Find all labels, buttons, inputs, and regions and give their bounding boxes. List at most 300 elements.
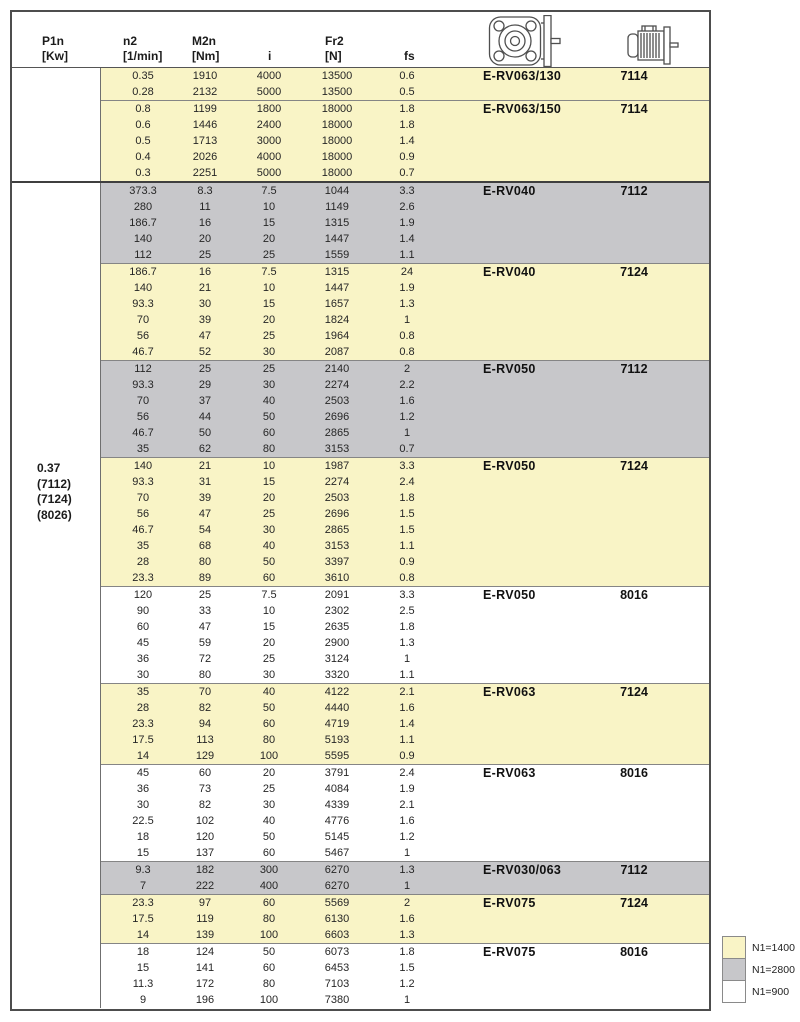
- cell-fr2: 3791: [324, 767, 350, 779]
- cell-i: 20: [262, 314, 276, 326]
- cell-fr2: 2503: [324, 395, 350, 407]
- cell-fs: 0.7: [399, 167, 415, 179]
- cell-i: 40: [262, 686, 276, 698]
- cell-fs: 1.4: [399, 233, 415, 245]
- p1n-group-cell: [12, 68, 101, 181]
- cell-i: 20: [262, 233, 276, 245]
- legend-label: N1=1400: [752, 941, 795, 954]
- p1n-group-label-line: (8026): [37, 507, 72, 522]
- cell-n2: 0.8: [135, 103, 151, 115]
- cell-fs: 1.8: [399, 492, 415, 504]
- cell-fs: 1.8: [399, 119, 415, 131]
- cell-m2n: 68: [198, 540, 212, 552]
- cell-fr2: 7380: [324, 994, 350, 1006]
- cell-i: 80: [262, 443, 276, 455]
- cell-i: 10: [262, 201, 276, 213]
- cell-fr2: 5595: [324, 750, 350, 762]
- cell-fs: 1.1: [399, 669, 415, 681]
- model-label: E-RV040: [483, 265, 536, 279]
- cell-fs: 3.3: [399, 589, 415, 601]
- table-row: [101, 117, 709, 133]
- column-header-p1n-unit: [Kw]: [42, 49, 68, 63]
- cell-n2: 140: [133, 233, 153, 245]
- cell-n2: 23.3: [132, 572, 154, 584]
- table-row: [101, 603, 709, 619]
- cell-fs: 1.1: [399, 249, 415, 261]
- table-row: [101, 829, 709, 845]
- cell-fr2: 2865: [324, 524, 350, 536]
- table-row: [101, 393, 709, 409]
- table-row: [101, 133, 709, 149]
- rating-block: [101, 183, 709, 263]
- table-row: [101, 845, 709, 861]
- cell-fs: 1: [403, 880, 411, 892]
- cell-fr2: 1987: [324, 460, 350, 472]
- cell-i: 100: [259, 994, 279, 1006]
- cell-n2: 280: [133, 201, 153, 213]
- cell-m2n: 16: [198, 217, 212, 229]
- rating-block: [101, 457, 709, 586]
- cell-i: 25: [262, 783, 276, 795]
- cell-n2: 35: [136, 540, 150, 552]
- cell-fs: 2.5: [399, 605, 415, 617]
- cell-m2n: 182: [195, 864, 215, 876]
- cell-n2: 93.3: [132, 476, 154, 488]
- table-row: [101, 409, 709, 425]
- cell-fr2: 6453: [324, 962, 350, 974]
- cell-n2: 35: [136, 686, 150, 698]
- cell-fs: 1: [403, 427, 411, 439]
- cell-fr2: 7103: [324, 978, 350, 990]
- cell-fs: 0.8: [399, 572, 415, 584]
- cell-fs: 0.6: [399, 70, 415, 82]
- cell-m2n: 80: [198, 556, 212, 568]
- cell-i: 40: [262, 540, 276, 552]
- cell-fs: 1: [403, 994, 411, 1006]
- cell-i: 30: [262, 669, 276, 681]
- electric-motor-side-icon: [604, 25, 704, 41]
- cell-m2n: 72: [198, 653, 212, 665]
- cell-n2: 56: [136, 508, 150, 520]
- cell-fr2: 2302: [324, 605, 350, 617]
- cell-fr2: 2274: [324, 476, 350, 488]
- table-header: [12, 12, 709, 68]
- cell-m2n: 11: [199, 201, 211, 213]
- table-row: [101, 490, 709, 506]
- cell-m2n: 29: [198, 379, 212, 391]
- table-row: [101, 538, 709, 554]
- column-header-p1n: [42, 34, 68, 64]
- cell-i: 25: [262, 508, 276, 520]
- cell-i: 25: [262, 363, 276, 375]
- cell-fs: 0.8: [399, 330, 415, 342]
- cell-i: 7.5: [261, 266, 277, 278]
- cell-i: 30: [262, 379, 276, 391]
- column-header-fr2-symbol: Fr2: [325, 34, 344, 48]
- column-header-fr2: [325, 34, 344, 64]
- cell-fs: 1.3: [399, 298, 415, 310]
- cell-n2: 14: [136, 929, 150, 941]
- cell-fs: 0.8: [399, 346, 415, 358]
- cell-fs: 1.9: [399, 783, 415, 795]
- cell-fr2: 1824: [324, 314, 350, 326]
- cell-n2: 17.5: [132, 913, 154, 925]
- table-row: [101, 651, 709, 667]
- p1n-group-label-line: (7124): [37, 492, 72, 506]
- legend-item: [722, 936, 795, 959]
- cell-fr2: 2274: [324, 379, 350, 391]
- table-row: [101, 280, 709, 296]
- cell-fs: 1.8: [399, 103, 415, 115]
- cell-m2n: 31: [198, 476, 212, 488]
- cell-i: 60: [262, 572, 276, 584]
- cell-fs: 2.6: [399, 201, 415, 213]
- table-row: [101, 231, 709, 247]
- motor-size-label: 7124: [620, 459, 648, 473]
- table-row: [101, 992, 709, 1008]
- cell-m2n: 39: [198, 492, 212, 504]
- cell-fs: 1.8: [399, 946, 415, 958]
- cell-i: 20: [262, 492, 276, 504]
- table-row: [101, 425, 709, 441]
- cell-m2n: 20: [198, 233, 212, 245]
- cell-i: 50: [262, 556, 276, 568]
- cell-i: 50: [262, 946, 276, 958]
- cell-n2: 15: [136, 962, 150, 974]
- cell-fr2: 5193: [324, 734, 350, 746]
- cell-i: 60: [262, 427, 276, 439]
- cell-fr2: 3320: [324, 669, 350, 681]
- cell-i: 25: [262, 653, 276, 665]
- cell-m2n: 2251: [192, 167, 218, 179]
- cell-fs: 1.6: [399, 702, 415, 714]
- cell-fs: 1.9: [399, 282, 415, 294]
- cell-m2n: 25: [198, 589, 212, 601]
- cell-n2: 9: [139, 994, 147, 1006]
- cell-fs: 1.6: [399, 913, 415, 925]
- table-row: [101, 878, 709, 894]
- cell-m2n: 60: [198, 767, 212, 779]
- cell-fs: 1.9: [399, 217, 415, 229]
- cell-fr2: 4719: [324, 718, 350, 730]
- cell-n2: 14: [136, 750, 150, 762]
- column-header-n2: [123, 34, 162, 64]
- cell-fr2: 1315: [324, 217, 350, 229]
- table-row: [101, 506, 709, 522]
- motor-size-label: 7112: [620, 184, 648, 198]
- cell-n2: 186.7: [129, 266, 157, 278]
- cell-fr2: 6603: [324, 929, 350, 941]
- cell-fr2: 3153: [324, 540, 350, 552]
- rating-block: [101, 894, 709, 943]
- cell-n2: 112: [134, 249, 152, 261]
- cell-fr2: 4440: [324, 702, 350, 714]
- cell-i: 10: [262, 282, 276, 294]
- column-header-m2n: [192, 34, 219, 64]
- cell-n2: 35: [136, 443, 150, 455]
- cell-i: 80: [262, 978, 276, 990]
- motor-size-label: 8016: [620, 766, 648, 780]
- table-row: [101, 215, 709, 231]
- table-row: [101, 296, 709, 312]
- cell-m2n: 52: [198, 346, 212, 358]
- table-row: [101, 84, 709, 100]
- rating-block: [101, 586, 709, 683]
- cell-fr2: 4339: [324, 799, 350, 811]
- cell-fr2: 13500: [321, 86, 353, 98]
- cell-n2: 112: [134, 363, 152, 375]
- cell-i: 80: [262, 734, 276, 746]
- cell-i: 50: [262, 702, 276, 714]
- column-header-i: [268, 49, 271, 64]
- cell-fr2: 2140: [324, 363, 350, 375]
- cell-m2n: 16: [198, 266, 212, 278]
- cell-i: 100: [259, 929, 279, 941]
- cell-fr2: 6270: [324, 880, 350, 892]
- table-row: [101, 554, 709, 570]
- cell-fr2: 2696: [324, 411, 350, 423]
- table-row: [101, 344, 709, 360]
- rating-blocks-column: [101, 183, 709, 1008]
- cell-fs: 1.5: [399, 524, 415, 536]
- model-label: E-RV063/130: [483, 69, 562, 83]
- cell-i: 400: [259, 880, 279, 892]
- cell-i: 20: [262, 767, 276, 779]
- cell-n2: 18: [136, 946, 150, 958]
- cell-n2: 0.4: [135, 151, 151, 163]
- table-row: [101, 927, 709, 943]
- cell-m2n: 1910: [192, 70, 218, 82]
- cell-n2: 0.3: [135, 167, 151, 179]
- table-section: [12, 68, 709, 181]
- cell-fr2: 2087: [324, 346, 350, 358]
- cell-fr2: 1657: [324, 298, 350, 310]
- table-row: [101, 732, 709, 748]
- column-header-n2-unit: [1/min]: [123, 49, 163, 63]
- cell-m2n: 33: [198, 605, 212, 617]
- cell-i: 4000: [256, 151, 282, 163]
- cell-n2: 11.3: [132, 978, 154, 990]
- cell-m2n: 21: [198, 460, 212, 472]
- model-label: E-RV050: [483, 588, 536, 602]
- table-row: [101, 149, 709, 165]
- cell-fs: 1.3: [399, 637, 415, 649]
- cell-fr2: 5569: [324, 897, 350, 909]
- cell-m2n: 1713: [192, 135, 218, 147]
- model-label: E-RV063: [483, 766, 536, 780]
- table-row: [101, 474, 709, 490]
- table-row: [101, 748, 709, 764]
- cell-fr2: 1559: [324, 249, 350, 261]
- worm-gearbox-front-icon: [488, 15, 570, 72]
- cell-fs: 1.1: [399, 734, 415, 746]
- gearmotor-ratings-table: [10, 10, 711, 1011]
- cell-i: 20: [262, 637, 276, 649]
- cell-fr2: 18000: [321, 119, 353, 131]
- cell-i: 5000: [256, 86, 282, 98]
- table-row: [101, 165, 709, 181]
- cell-m2n: 89: [198, 572, 212, 584]
- cell-m2n: 124: [195, 946, 215, 958]
- table-row: [101, 635, 709, 651]
- cell-i: 7.5: [261, 589, 277, 601]
- cell-n2: 28: [136, 556, 150, 568]
- cell-fs: 2.1: [399, 686, 415, 698]
- cell-i: 100: [259, 750, 279, 762]
- rating-block: [101, 683, 709, 764]
- cell-fs: 1.5: [399, 962, 415, 974]
- cell-i: 15: [262, 621, 276, 633]
- cell-n2: 36: [136, 653, 150, 665]
- cell-i: 15: [262, 217, 276, 229]
- cell-m2n: 2026: [192, 151, 218, 163]
- cell-fr2: 2696: [324, 508, 350, 520]
- rating-block: [101, 861, 709, 894]
- cell-fr2: 1149: [325, 201, 349, 213]
- cell-m2n: 54: [198, 524, 212, 536]
- cell-i: 10: [262, 460, 276, 472]
- motor-size-label: 7124: [620, 685, 648, 699]
- cell-n2: 23.3: [132, 718, 154, 730]
- cell-fs: 0.9: [399, 151, 415, 163]
- table-row: [101, 976, 709, 992]
- table-row: [101, 619, 709, 635]
- cell-m2n: 47: [198, 621, 212, 633]
- cell-i: 300: [259, 864, 279, 876]
- cell-m2n: 1199: [193, 103, 217, 115]
- cell-m2n: 141: [195, 962, 215, 974]
- legend-item: [722, 958, 795, 981]
- cell-fr2: 6073: [324, 946, 350, 958]
- cell-n2: 0.6: [135, 119, 151, 131]
- model-label: E-RV063/150: [483, 102, 562, 116]
- cell-fs: 1.2: [399, 978, 415, 990]
- cell-n2: 46.7: [132, 427, 154, 439]
- rating-blocks-column: [101, 68, 709, 181]
- cell-m2n: 59: [198, 637, 212, 649]
- legend-item: [722, 980, 795, 1003]
- table-row: [101, 911, 709, 927]
- cell-i: 40: [262, 815, 276, 827]
- cell-fs: 1.6: [399, 815, 415, 827]
- cell-fr2: 1044: [324, 185, 350, 197]
- cell-m2n: 139: [195, 929, 215, 941]
- cell-fs: 1: [403, 653, 411, 665]
- cell-n2: 373.3: [129, 185, 157, 197]
- column-header-fr2-unit: [N]: [325, 49, 342, 63]
- cell-fs: 2.4: [399, 767, 415, 779]
- cell-n2: 23.3: [132, 897, 154, 909]
- cell-n2: 30: [136, 669, 150, 681]
- cell-m2n: 1446: [192, 119, 218, 131]
- cell-n2: 186.7: [129, 217, 157, 229]
- cell-fr2: 5467: [324, 847, 350, 859]
- cell-n2: 36: [136, 783, 150, 795]
- cell-m2n: 129: [195, 750, 215, 762]
- cell-fs: 1: [403, 847, 411, 859]
- cell-fs: 0.7: [399, 443, 415, 455]
- column-header-p1n-symbol: P1n: [42, 34, 65, 48]
- cell-fr2: 2865: [324, 427, 350, 439]
- rating-block: [101, 764, 709, 861]
- p1n-group-label-line: 0.37: [37, 461, 61, 475]
- column-header-fs: [404, 49, 415, 64]
- cell-fs: 1: [403, 314, 411, 326]
- cell-fs: 1.8: [399, 621, 415, 633]
- cell-fr2: 13500: [321, 70, 353, 82]
- cell-fr2: 4084: [324, 783, 350, 795]
- cell-n2: 56: [136, 330, 150, 342]
- cell-n2: 15: [136, 847, 150, 859]
- cell-n2: 30: [136, 799, 150, 811]
- cell-fr2: 18000: [321, 103, 353, 115]
- cell-fs: 2.4: [399, 476, 415, 488]
- cell-n2: 56: [136, 411, 150, 423]
- table-section: [12, 183, 709, 1008]
- cell-i: 30: [262, 524, 276, 536]
- cell-i: 25: [262, 249, 276, 261]
- cell-m2n: 137: [195, 847, 215, 859]
- cell-m2n: 172: [195, 978, 215, 990]
- motor-size-label: 7114: [620, 69, 648, 83]
- motor-size-label: 7112: [620, 863, 648, 877]
- cell-m2n: 82: [198, 799, 212, 811]
- cell-m2n: 50: [198, 427, 212, 439]
- cell-fr2: 3153: [324, 443, 350, 455]
- motor-size-label: 7124: [620, 896, 648, 910]
- cell-fr2: 6130: [324, 913, 350, 925]
- cell-m2n: 47: [198, 330, 212, 342]
- column-header-m2n-symbol: M2n: [192, 34, 216, 48]
- cell-fr2: 1964: [324, 330, 350, 342]
- cell-fs: 1.2: [399, 411, 415, 423]
- cell-fs: 0.5: [399, 86, 415, 98]
- column-header-m2n-unit: [Nm]: [192, 49, 220, 63]
- cell-i: 3000: [256, 135, 282, 147]
- cell-m2n: 119: [196, 913, 214, 925]
- legend: [722, 936, 795, 1003]
- cell-fr2: 3610: [324, 572, 350, 584]
- cell-fs: 1.2: [399, 831, 415, 843]
- table-row: [101, 199, 709, 215]
- cell-n2: 0.28: [132, 86, 154, 98]
- legend-swatch-gray: [722, 958, 746, 981]
- cell-i: 7.5: [261, 185, 277, 197]
- motor-size-label: 8016: [620, 588, 648, 602]
- cell-n2: 22.5: [132, 815, 154, 827]
- cell-n2: 120: [133, 589, 153, 601]
- rating-block: [101, 943, 709, 1008]
- cell-fr2: 3397: [324, 556, 350, 568]
- cell-i: 50: [262, 831, 276, 843]
- cell-m2n: 2132: [192, 86, 218, 98]
- legend-swatch-white: [722, 980, 746, 1003]
- cell-n2: 18: [136, 831, 150, 843]
- rating-block: [101, 263, 709, 360]
- cell-m2n: 120: [195, 831, 215, 843]
- cell-n2: 46.7: [132, 524, 154, 536]
- model-label: E-RV050: [483, 362, 536, 376]
- cell-fr2: 3124: [324, 653, 350, 665]
- cell-fs: 3.3: [399, 185, 415, 197]
- cell-n2: 0.35: [132, 70, 154, 82]
- model-label: E-RV040: [483, 184, 536, 198]
- cell-i: 2400: [256, 119, 282, 131]
- cell-fr2: 18000: [321, 151, 353, 163]
- column-header-n2-symbol: n2: [123, 34, 138, 48]
- cell-fr2: 1315: [324, 266, 350, 278]
- cell-n2: 0.5: [135, 135, 151, 147]
